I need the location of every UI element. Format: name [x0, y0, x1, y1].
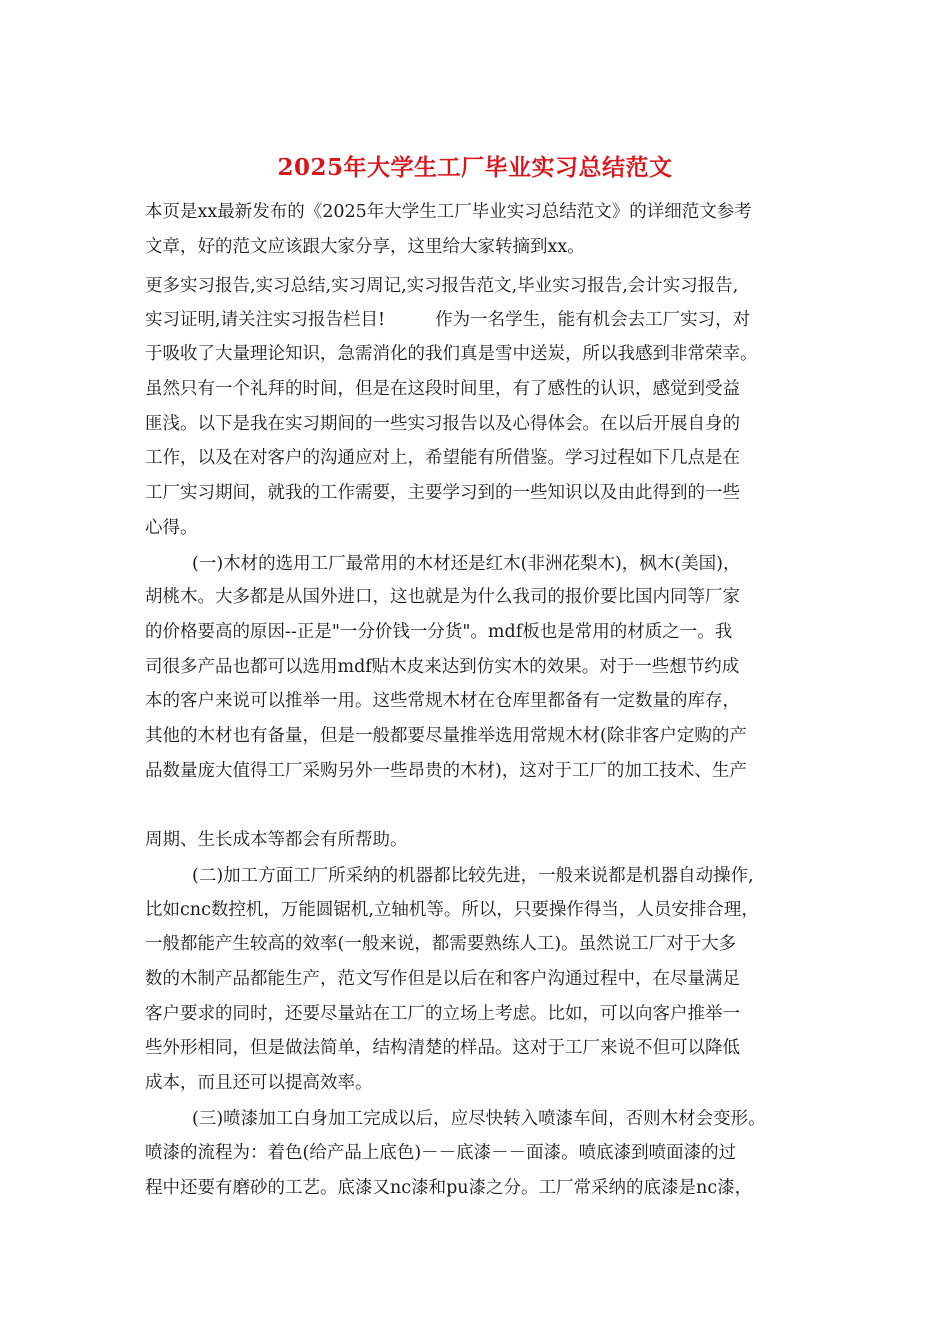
text-line: 程中还要有磨砂的工艺。底漆又nc漆和pu漆之分。工厂常采纳的底漆是nc漆， — [145, 1178, 753, 1198]
text-line: 更多实习报告,实习总结,实习周记,实习报告范文,毕业实习报告,会计实习报告, — [145, 276, 739, 296]
text-line: 周期、生长成本等都会有所帮助。 — [145, 830, 408, 850]
text-segment: 实习证明,请关注实习报告栏目! — [145, 310, 386, 330]
text-line: 比如cnc数控机，万能圆锯机,立轴机等。所以，只要操作得当，人员安排合理， — [145, 900, 759, 920]
text-line: 其他的木材也有备量，但是一般都要尽量推举选用常规木材(除非客户定购的产 — [145, 726, 747, 746]
text-line: 文章，好的范文应该跟大家分享，这里给大家转摘到xx。 — [145, 237, 585, 257]
text-line: 工作，以及在对客户的沟通应对上，希望能有所借鉴。学习过程如下几点是在 — [145, 448, 740, 468]
text-line: 本页是xx最新发布的《2025年大学生工厂毕业实习总结范文》的详细范文参考 — [145, 202, 752, 222]
text-line: 于吸收了大量理论知识，急需消化的我们真是雪中送炭，所以我感到非常荣幸。 — [145, 344, 758, 364]
text-line: 本的客户来说可以推举一用。这些常规木材在仓库里都备有一定数量的库存， — [145, 691, 740, 711]
text-line: 些外形相同，但是做法简单，结构清楚的样品。这对于工厂来说不但可以降低 — [145, 1038, 740, 1058]
text-line: 胡桃木。大多都是从国外进口，这也就是为什么我司的报价要比国内同等厂家 — [145, 587, 740, 607]
paragraph-start: (二)加工方面工厂所采纳的机器都比较先进，一般来说都是机器自动操作, — [192, 866, 754, 886]
text-line: 成本，而且还可以提高效率。 — [145, 1073, 373, 1093]
text-line: 喷漆的流程为：着色(给产品上底色)－－底漆－－面漆。喷底漆到喷面漆的过 — [145, 1143, 737, 1163]
text-line: 品数量庞大值得工厂采购另外一些昂贵的木材)，这对于工厂的加工技术、生产 — [145, 761, 747, 781]
text-line: 一般都能产生较高的效率(一般来说，都需要熟练人工)。虽然说工厂对于大多 — [145, 934, 737, 954]
text-line: 虽然只有一个礼拜的时间，但是在这段时间里，有了感性的认识，感觉到受益 — [145, 379, 740, 399]
text-line: 数的木制产品都能生产，范文写作但是以后在和客户沟通过程中，在尽量满足 — [145, 969, 740, 989]
text-line: 客户要求的同时，还要尽量站在工厂的立场上考虑。比如，可以向客户推举一 — [145, 1004, 740, 1024]
text-line-combined — [145, 305, 750, 335]
text-line: 心得。 — [145, 518, 198, 538]
paragraph-start: (一)木材的选用工厂最常用的木材还是红木(非洲花梨木)，枫木(美国)， — [192, 554, 741, 574]
text-line: 司很多产品也都可以选用mdf贴木皮来达到仿实木的效果。对于一些想节约成 — [145, 657, 740, 677]
text-line: 的价格要高的原因--正是"一分价钱一分货"。mdf板也是常用的材质之一。我 — [145, 622, 733, 642]
text-segment: 作为一名学生，能有机会去工厂实习，对 — [435, 310, 751, 330]
text-line: 匪浅。以下是我在实习期间的一些实习报告以及心得体会。在以后开展自身的 — [145, 414, 740, 434]
document-title: 2025年大学生工厂毕业实习总结范文 — [277, 154, 673, 181]
text-line: 工厂实习期间，就我的工作需要，主要学习到的一些知识以及由此得到的一些 — [145, 483, 740, 503]
paragraph-start: (三)喷漆加工白身加工完成以后，应尽快转入喷漆车间，否则木材会变形。 — [192, 1109, 766, 1129]
